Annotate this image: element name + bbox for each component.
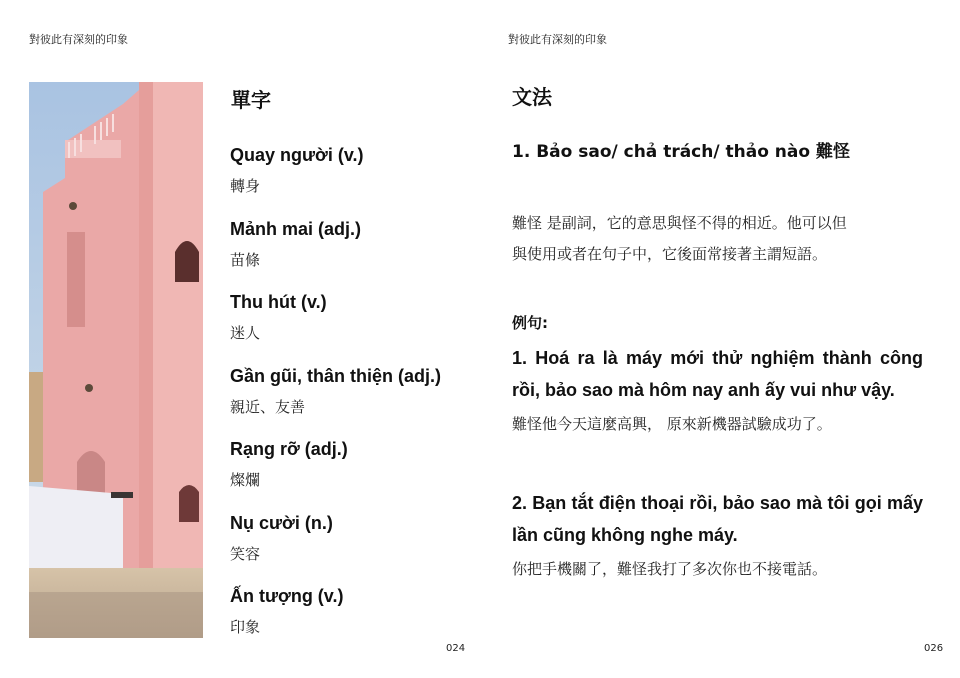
vocab-term: Nụ cười (n.) bbox=[230, 512, 333, 533]
vocab-term: Ấn tượng (v.) bbox=[230, 586, 344, 606]
vocab-item bbox=[230, 217, 470, 291]
vocab-item bbox=[230, 290, 470, 364]
right-page bbox=[480, 0, 960, 678]
example-chinese: 你把手機關了，難怪我打了多次你也不接電話。 bbox=[512, 560, 828, 578]
explanation-line: 難怪 是副詞，它的意思與怪不得的相近。他可以但 bbox=[512, 214, 847, 232]
grammar-explanation bbox=[512, 208, 923, 270]
vocab-term: Thu hút (v.) bbox=[230, 292, 327, 312]
grammar-heading: 1. Bảo sao/ chả trách/ thảo nào 難怪 bbox=[512, 142, 850, 162]
vocab-meaning: 苗條 bbox=[230, 250, 261, 269]
example-vietnamese: 2. Bạn tắt điện thoại rồi, bảo sao mà tôi gọi mấy lần cũng không nghe máy. bbox=[512, 493, 923, 545]
vocab-meaning: 親近、友善 bbox=[230, 397, 306, 416]
vocab-term: Gần gũi, thân thiện (adj.) bbox=[230, 365, 441, 386]
vocab-meaning: 燦爛 bbox=[230, 471, 261, 489]
running-header: 對彼此有深刻的印象 bbox=[508, 33, 607, 46]
vocab-item bbox=[230, 584, 470, 658]
vocab-item bbox=[230, 437, 470, 511]
vocab-term: Mảnh mai (adj.) bbox=[230, 218, 362, 239]
vocab-item bbox=[230, 364, 470, 438]
vocab-meaning: 印象 bbox=[230, 618, 261, 636]
example-chinese: 難怪他今天這麼高興， 原來新機器試驗成功了。 bbox=[512, 415, 832, 433]
vocabulary-list bbox=[230, 143, 470, 658]
vocab-item bbox=[230, 143, 470, 217]
grammar-section bbox=[512, 140, 923, 580]
vocabulary-title: 單字 bbox=[231, 88, 271, 112]
running-header: 對彼此有深刻的印象 bbox=[29, 33, 128, 46]
vocab-meaning: 轉身 bbox=[230, 177, 261, 195]
page-number: 026 bbox=[924, 643, 944, 654]
vocab-term: Rạng rỡ (adj.) bbox=[230, 439, 348, 459]
vocab-meaning: 迷人 bbox=[230, 324, 261, 342]
page-number: 024 bbox=[446, 643, 466, 654]
vocab-term: Quay người (v.) bbox=[230, 145, 364, 165]
examples-label: 例句: bbox=[512, 314, 548, 332]
example-sentence bbox=[512, 487, 923, 580]
pink-building-photo bbox=[29, 82, 203, 638]
example-vietnamese: 1. Hoá ra là máy mới thử nghiệm thành công rồi, bảo sao mà hôm nay anh ấy vui như vậy. bbox=[512, 348, 923, 400]
vocab-meaning: 笑容 bbox=[230, 544, 261, 563]
grammar-title: 文法 bbox=[512, 85, 552, 109]
vocab-item bbox=[230, 511, 470, 585]
explanation-line: 與使用或者在句子中，它後面常接著主謂短語。 bbox=[512, 245, 828, 263]
example-sentence bbox=[512, 342, 923, 435]
